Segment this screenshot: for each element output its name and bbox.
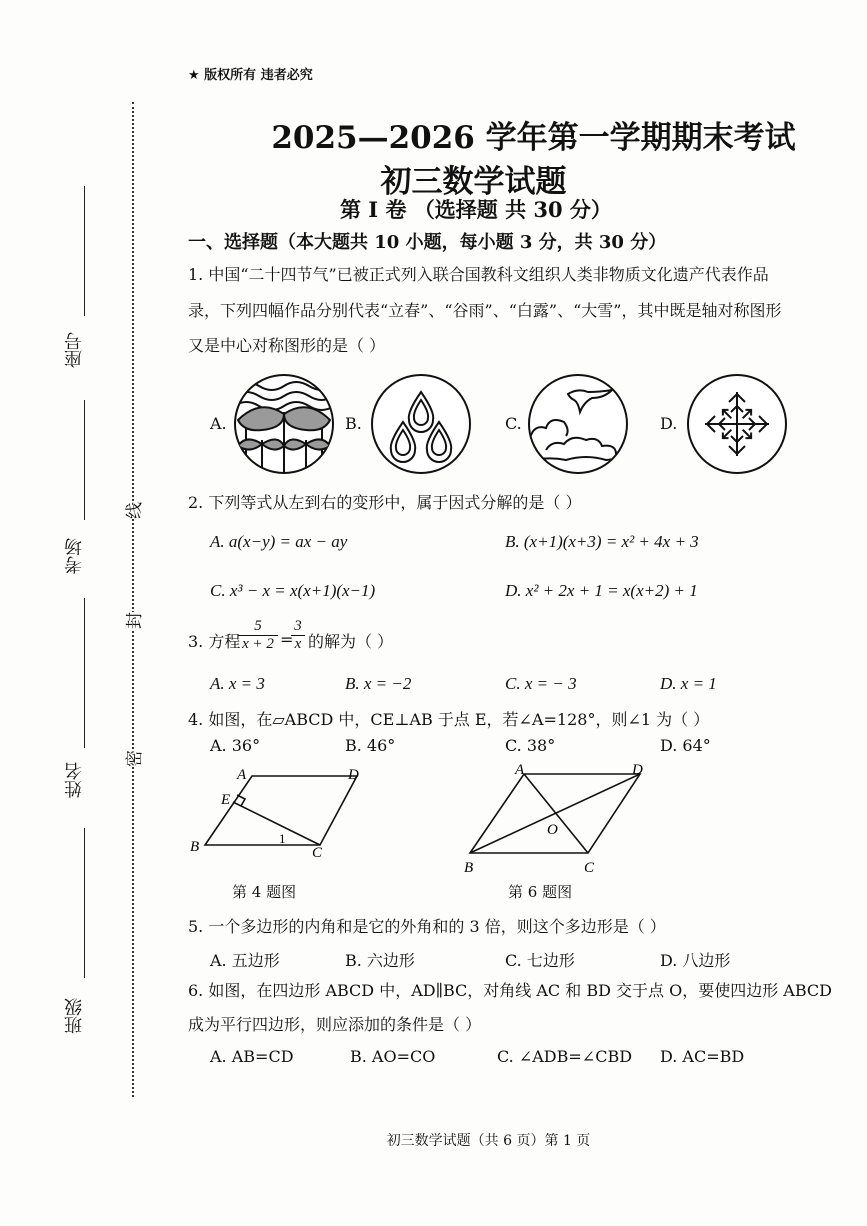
seat-number-label: 座号 [64, 332, 85, 368]
q3-fraction-1-denominator: x + 2 [242, 636, 274, 652]
q2-option-b: B. (x+1)(x+3) = x² + 4x + 3 [505, 532, 699, 551]
q6-option-b: B. AO=CO [350, 1047, 436, 1066]
q1-option-b-label: B. [345, 414, 362, 433]
q3-stem-suffix: 的解为（ ） [308, 632, 394, 651]
q3-fraction-2-denominator: x [294, 636, 302, 652]
q1-image-guyu [369, 372, 473, 476]
q4-point-a: A [237, 767, 247, 783]
exam-room-blank-top [84, 400, 85, 520]
q1-line3: 又是中心对称图形的是（ ） [188, 336, 386, 355]
q4-point-e: E [221, 792, 231, 808]
q1-image-lichun [232, 372, 336, 476]
q1-image-bailu [526, 372, 630, 476]
q3-fraction-1-numerator: 5 [238, 618, 278, 636]
q6-option-c: C. ∠ADB=∠CBD [497, 1047, 633, 1066]
figure-q6-caption: 第 6 题图 [508, 883, 573, 901]
copyright-notice: ★ 版权所有 违者必究 [188, 68, 313, 83]
q2-stem: 2. 下列等式从左到右的变形中，属于因式分解的是（ ） [188, 493, 582, 512]
seat-number-blank [84, 186, 85, 316]
seal-char-secret: 密 [120, 750, 145, 767]
exam-room-label: 考场 [64, 538, 85, 574]
q3-fraction-2 [291, 618, 305, 653]
figure-q4-caption: 第 4 题图 [232, 883, 297, 901]
q1-option-c-label: C. [505, 414, 522, 433]
q3-fraction-1 [238, 618, 278, 653]
q6-point-b: B [464, 860, 474, 876]
seal-char-seal: 封 [120, 612, 145, 629]
q4-stem: 4. 如图，在▱ABCD 中，CE⊥AB 于点 E，若∠A=128°，则∠1 为（ ） [188, 710, 710, 729]
q4-segment-ce [233, 802, 320, 845]
q5-option-d: D. 八边形 [660, 951, 731, 970]
exam-title: 2025—2026 学年第一学期期末考试 [271, 120, 796, 156]
q3-stem-prefix: 3. 方程 [188, 632, 241, 651]
q4-point-d: D [348, 767, 359, 783]
class-label: 班级 [64, 998, 85, 1034]
q2-option-c: C. x³ − x = x(x+1)(x−1) [210, 581, 376, 600]
q4-option-c: C. 38° [505, 736, 556, 755]
q6-option-a: A. AB=CD [210, 1047, 294, 1066]
q6-point-o: O [547, 822, 558, 838]
q4-option-d: D. 64° [660, 736, 711, 755]
q4-point-c: C [312, 845, 323, 861]
q1-line1: 1. 中国“二十四节气”已被正式列入联合国教科文组织人类非物质文化遗产代表作品 [188, 265, 769, 284]
q1-image-daxue [685, 372, 789, 476]
q4-option-a: A. 36° [210, 736, 261, 755]
q3-fraction-2-numerator: 3 [291, 618, 305, 636]
seal-char-line: 线 [120, 502, 145, 519]
class-blank [84, 828, 85, 978]
q4-point-b: B [190, 839, 200, 855]
q1-option-d-label: D. [660, 414, 678, 433]
name-blank [84, 598, 85, 748]
section-heading: 一、选择题（本大题共 10 小题，每小题 3 分，共 30 分） [188, 232, 667, 253]
q6-line2: 成为平行四边形，则应添加的条件是（ ） [188, 1015, 482, 1034]
q3-option-b: B. x = −2 [345, 674, 412, 693]
q6-option-d: D. AC=BD [660, 1047, 745, 1066]
q5-option-c: C. 七边形 [505, 951, 575, 970]
q2-option-a: A. a(x−y) = ax − ay [210, 532, 348, 551]
name-label: 姓名 [64, 762, 85, 798]
q1-option-a-label: A. [210, 414, 227, 433]
q5-stem: 5. 一个多边形的内角和是它的外角和的 3 倍，则这个多边形是（ ） [188, 917, 666, 936]
q6-point-c: C [584, 860, 595, 876]
q1-line2: 录，下列四幅作品分别代表“立春”、“谷雨”、“白露”、“大雪”，其中既是轴对称图形 [188, 301, 782, 320]
seal-dotted-line [132, 102, 134, 1097]
q5-option-a: A. 五边形 [210, 951, 280, 970]
q4-option-b: B. 46° [345, 736, 396, 755]
q3-option-c: C. x = − 3 [505, 674, 577, 693]
q6-point-d: D [632, 762, 643, 778]
figure-q6 [460, 760, 660, 878]
q3-equals: = [280, 630, 294, 649]
q6-point-a: A [515, 762, 525, 778]
volume-heading: 第 I 卷 （选择题 共 30 分） [340, 197, 612, 222]
page-footer: 初三数学试题（共 6 页）第 1 页 [386, 1133, 591, 1149]
q6-line1: 6. 如图，在四边形 ABCD 中，AD∥BC，对角线 AC 和 BD 交于点 O，要使四边形 ABCD [188, 981, 832, 1000]
q4-angle-1: 1 [279, 831, 286, 846]
exam-subtitle: 初三数学试题 [380, 164, 567, 200]
q3-option-d: D. x = 1 [660, 674, 717, 693]
figure-q4 [185, 762, 375, 862]
q5-option-b: B. 六边形 [345, 951, 415, 970]
q2-option-d: D. x² + 2x + 1 = x(x+2) + 1 [505, 581, 698, 600]
q3-option-a: A. x = 3 [210, 674, 265, 693]
